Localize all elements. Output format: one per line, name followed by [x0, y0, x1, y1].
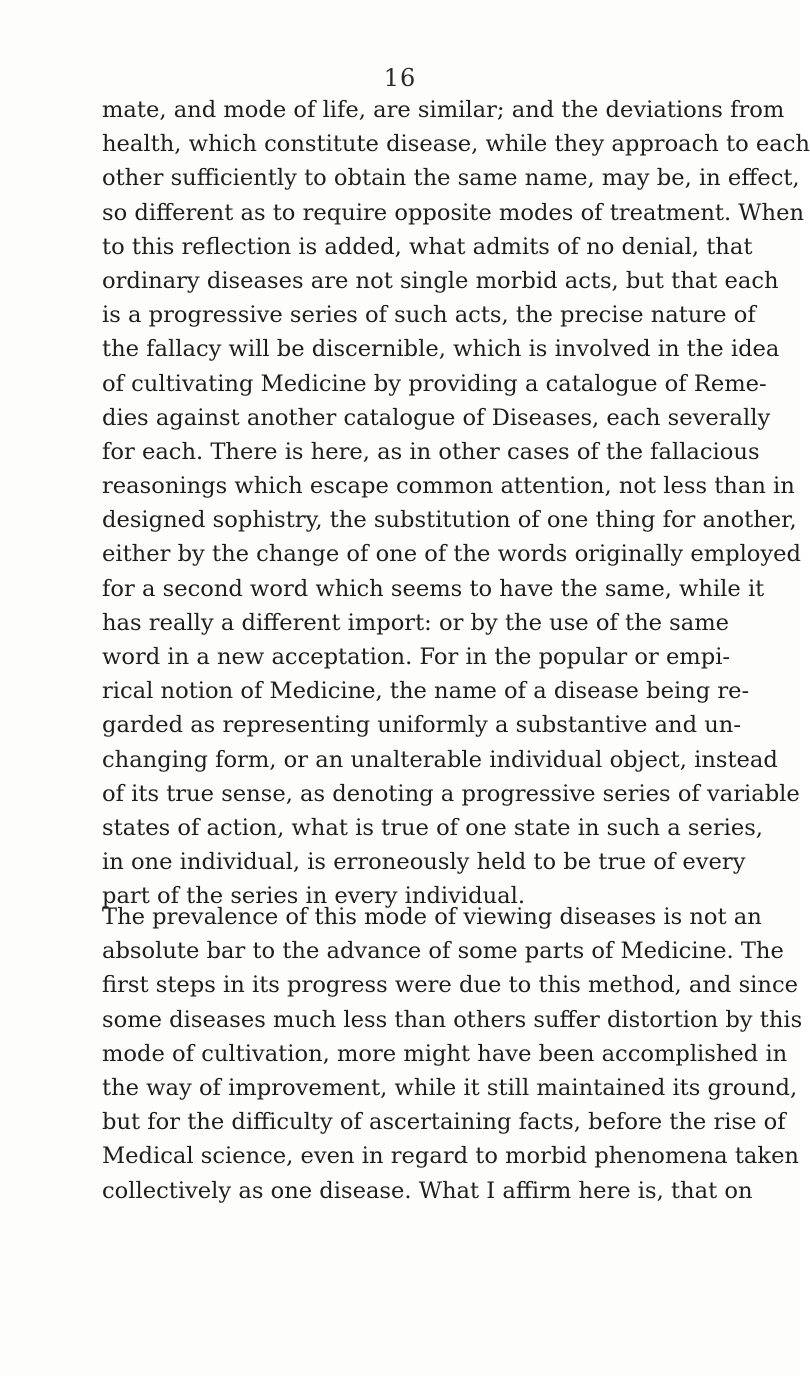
- text-line: health, which constitute disease, while they approach to each: [102, 131, 810, 158]
- text-line: some diseases much less than others suffer distortion by this: [102, 1006, 803, 1033]
- text-line: dies against another catalogue of Diseases, each severally: [102, 404, 771, 431]
- text-line: so different as to require opposite modes of treatment. When: [102, 199, 805, 226]
- text-line: absolute bar to the advance of some parts of Medicine. The: [102, 938, 784, 965]
- text-line: first steps in its progress were due to this method, and since: [102, 972, 798, 999]
- text-line: the way of improvement, while it still maintained its ground,: [102, 1074, 798, 1101]
- paragraph-2: [102, 900, 803, 1208]
- text-line: word in a new acceptation. For in the popular or empi-: [102, 644, 731, 670]
- text-line: but for the difficulty of ascertaining facts, before the rise of: [102, 1109, 786, 1136]
- text-line: designed sophistry, the substitution of one thing for another,: [102, 507, 797, 534]
- text-line: states of action, what is true of one state in such a series,: [102, 814, 763, 841]
- text-line: has really a different import: or by the use of the same: [102, 609, 730, 636]
- text-line: of cultivating Medicine by providing a catalogue of Reme-: [102, 370, 767, 397]
- text-line: rical notion of Medicine, the name of a disease being re-: [102, 678, 750, 705]
- text-line: of its true sense, as denoting a progressive series of variable: [102, 780, 800, 807]
- text-line: garded as representing uniformly a substantive and un-: [102, 712, 741, 739]
- text-line: for a second word which seems to have the same, while it: [102, 575, 765, 602]
- text-line: collectively as one disease. What I affirm here is, that on: [102, 1177, 753, 1204]
- paragraph-1: [102, 93, 810, 914]
- text-line: part of the series in every individual.: [102, 883, 526, 910]
- text-line: other sufficiently to obtain the same name, may be, in effect,: [102, 165, 800, 192]
- text-line: ordinary diseases are not single morbid acts, but that each: [102, 267, 779, 294]
- page-number: 16: [383, 64, 417, 92]
- text-line: changing form, or an unalterable individual object, instead: [102, 746, 778, 773]
- text-line: in one individual, is erroneously held to be true of every: [102, 849, 746, 876]
- text-line: reasonings which escape common attention, not less than in: [102, 473, 795, 500]
- text-line: for each. There is here, as in other cases of the fallacious: [102, 438, 760, 465]
- text-line: either by the change of one of the words originally employed: [102, 541, 802, 568]
- text-line: the fallacy will be discernible, which is involved in the idea: [102, 336, 780, 363]
- text-line: mode of cultivation, more might have been accomplished in: [102, 1040, 788, 1067]
- text-line: is a progressive series of such acts, the precise nature of: [102, 302, 756, 329]
- text-line: mate, and mode of life, are similar; and the deviations from: [102, 97, 785, 123]
- text-line: The prevalence of this mode of viewing diseases is not an: [102, 904, 762, 930]
- text-line: to this reflection is added, what admits of no denial, that: [102, 233, 753, 260]
- text-line: Medical science, even in regard to morbid phenomena taken: [102, 1143, 799, 1170]
